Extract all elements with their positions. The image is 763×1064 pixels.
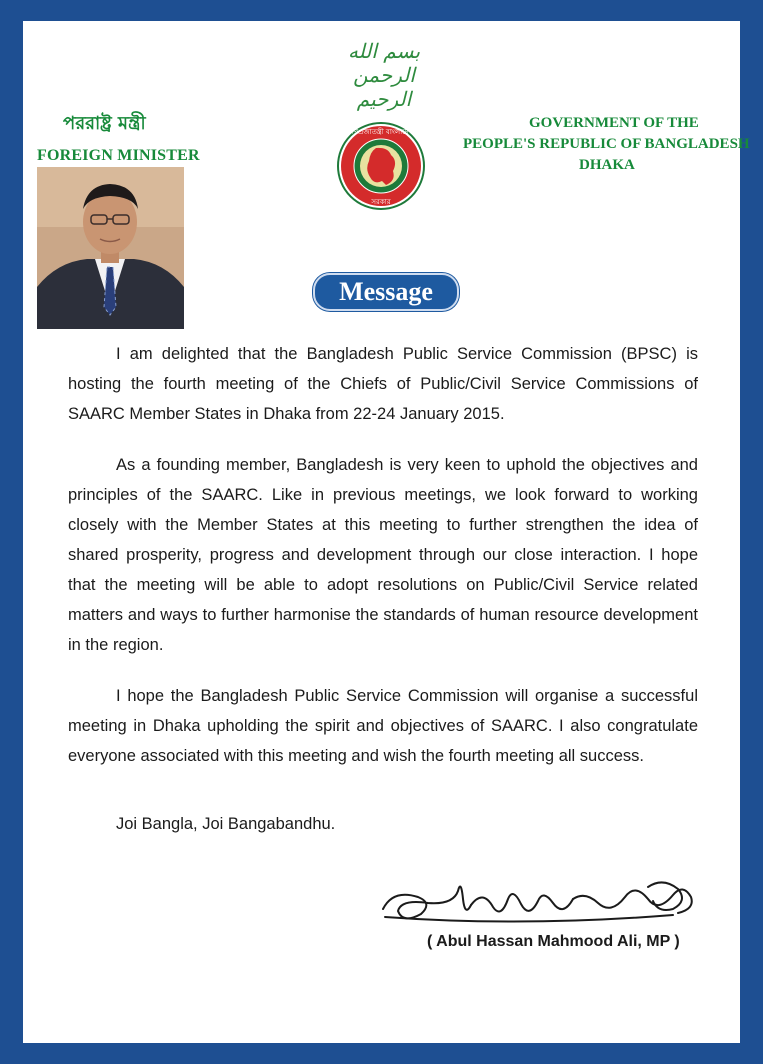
government-emblem (336, 121, 426, 211)
paragraph-3: I hope the Bangladesh Public Service Commission will organise a successful meeting in Dhaka upholding the spirit and objectives of SAARC. I also congratulate everyone associated with this meeting and wish the fourth meeting all success. (68, 687, 698, 765)
paragraph-2: As a founding member, Bangladesh is very keen to uphold the objectives and principles of the SAARC. Like in previous meetings, we look forward to working closely with the Member States at this meeting to further strengthen the idea of shared prosperity, progress and development through our close interaction. I hope that the meeting will be able to adopt resolutions on Public/Civil Service related matters and ways to further harmonise the standards of human resource development in the region. (68, 456, 698, 654)
letter-page (23, 21, 750, 1043)
emblem-ring-text: গণপ্রজাতন্ত্রী বাংলাদেশ (349, 128, 413, 136)
bismillah-calligraphy: بسم الله الرحمن الرحيم (347, 39, 421, 111)
message-body (68, 339, 698, 792)
government-line-3: DHAKA (579, 157, 635, 173)
bangla-title: পররাষ্ট্র মন্ত্রী (63, 113, 146, 134)
minister-photo (37, 167, 184, 329)
emblem-bottom-text: সরকার (371, 198, 391, 206)
government-heading (463, 113, 750, 176)
government-line-1: GOVERNMENT OF THE (529, 115, 699, 131)
government-line-2: PEOPLE'S REPUBLIC OF BANGLADESH (463, 136, 750, 152)
message-heading: Message (313, 273, 459, 311)
foreign-minister-title: FOREIGN MINISTER (37, 147, 200, 164)
signatory-name: ( Abul Hassan Mahmood Ali, MP ) (427, 933, 680, 950)
paragraph-1: I am delighted that the Bangladesh Public Service Commission (BPSC) is hosting the fourth meeting of the Chiefs of Public/Civil Service Commissions of SAARC Member States in Dhaka from 22-24 January 2015. (68, 345, 698, 423)
closing-line: Joi Bangla, Joi Bangabandhu. (116, 815, 336, 833)
